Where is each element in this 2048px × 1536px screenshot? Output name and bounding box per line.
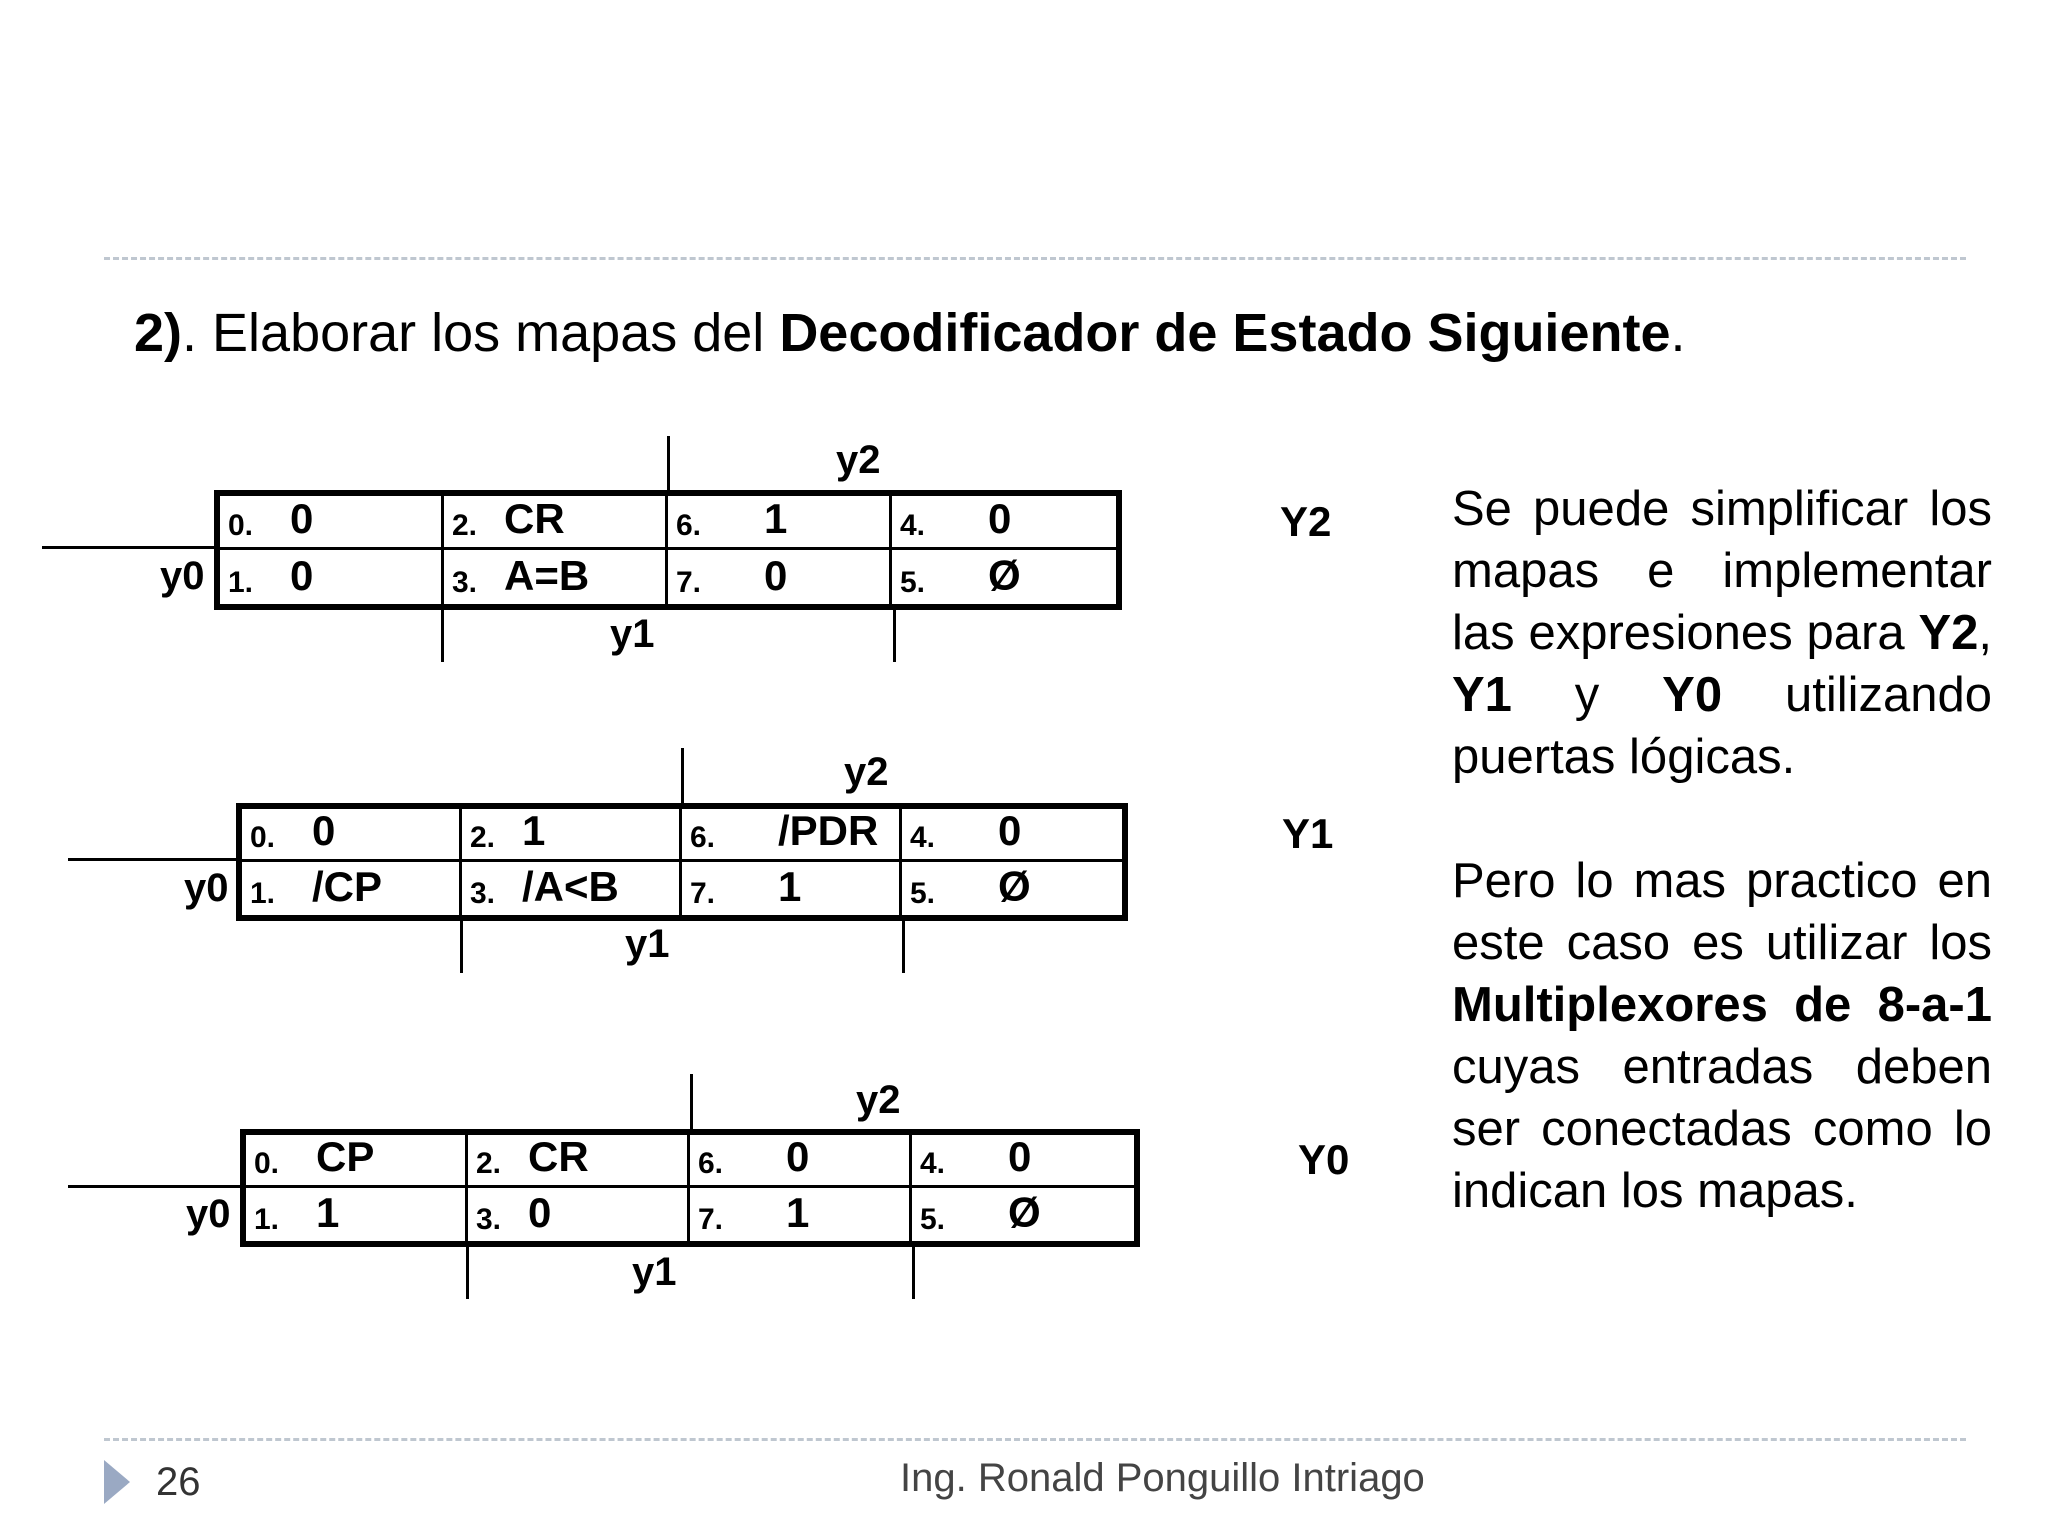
- cell-value: 1: [522, 809, 546, 854]
- cell-index: 4.: [910, 821, 936, 854]
- map-name: Y0: [1298, 1136, 1350, 1183]
- kmap-cell: [690, 1188, 912, 1241]
- cell-index: 0.: [254, 1147, 280, 1180]
- kmap-grid: [214, 490, 1122, 610]
- bottom-var-label: y1: [610, 612, 655, 656]
- cell-value: 0: [764, 552, 788, 599]
- cell-value: Ø: [988, 552, 1021, 599]
- cell-value: 1: [316, 1189, 340, 1236]
- cell-index: 6.: [698, 1147, 724, 1180]
- bottom-var-line-right: [893, 608, 896, 662]
- kmap-cell: [242, 809, 462, 862]
- kmap-cell: [444, 550, 668, 604]
- cell-value: /CP: [312, 863, 383, 910]
- cell-index: 1.: [250, 877, 276, 910]
- p1-tail: utilizando puertas lógicas.: [1452, 668, 1992, 784]
- col-var-line: [667, 436, 670, 494]
- cell-index: 4.: [900, 509, 926, 542]
- page-number: 26: [156, 1460, 201, 1504]
- kmap-cell: [902, 862, 1122, 915]
- kmap-grid: [236, 803, 1128, 921]
- cell-value: /A<B: [522, 863, 619, 910]
- side-paragraph-1: [1452, 478, 1992, 788]
- cell-index: 5.: [910, 877, 936, 910]
- kmap-cell: [220, 550, 444, 604]
- kmap-cell: [462, 862, 682, 915]
- cell-value: 1: [778, 863, 802, 910]
- col-var-label: y2: [856, 1078, 901, 1122]
- kmap-cell: [912, 1135, 1134, 1188]
- cell-index: 0.: [250, 821, 276, 854]
- heading-number: 2): [134, 303, 183, 363]
- cell-index: 4.: [920, 1147, 946, 1180]
- cell-value: 0: [290, 496, 314, 542]
- p1-and: y: [1511, 668, 1663, 722]
- top-divider: [104, 257, 1966, 260]
- row-var-line: [68, 1185, 242, 1188]
- p2-tail: cuyas entradas deben ser conectadas como lo indican los mapas.: [1452, 1040, 1992, 1218]
- cell-index: 0.: [228, 509, 254, 542]
- cell-value: 0: [290, 552, 314, 599]
- bottom-var-line-left: [460, 919, 463, 973]
- cell-index: 7.: [698, 1203, 724, 1236]
- bottom-var-line-left: [466, 1245, 469, 1299]
- cell-index: 2.: [476, 1147, 502, 1180]
- cell-value: 0: [312, 809, 336, 854]
- side-explanation: [1452, 478, 1992, 1222]
- p2-bold: Multiplexores de 8-a-1: [1452, 978, 1992, 1032]
- cell-value: 0: [528, 1189, 552, 1236]
- kmap-cell: [468, 1188, 690, 1241]
- col-var-label: y2: [844, 750, 889, 794]
- cell-value: Ø: [998, 863, 1031, 910]
- cell-index: 2.: [452, 509, 478, 542]
- col-var-line: [681, 748, 684, 806]
- bottom-var-line-right: [912, 1245, 915, 1299]
- row-var-label: y0: [186, 1192, 231, 1236]
- bottom-var-line-right: [902, 919, 905, 973]
- kmap-cell: [246, 1188, 468, 1241]
- cell-value: /PDR: [778, 809, 879, 854]
- col-var-line: [690, 1074, 693, 1132]
- cell-index: 3.: [470, 877, 496, 910]
- heading-end: .: [1670, 303, 1686, 363]
- heading-bold: Decodificador de Estado Siguiente: [779, 303, 1671, 363]
- cell-index: 3.: [476, 1203, 502, 1236]
- cell-index: 2.: [470, 821, 496, 854]
- p1-sep: ,: [1978, 606, 1992, 660]
- triangle-marker-icon: [104, 1460, 130, 1504]
- kmap-cell: [912, 1188, 1134, 1241]
- map-name: Y1: [1282, 810, 1334, 857]
- p2-text: Pero lo mas practico en este caso es utilizar los: [1452, 854, 1992, 970]
- kmap-cell: [682, 809, 902, 862]
- row-var-label: y0: [184, 866, 229, 910]
- p1-bold-y1: Y1: [1452, 668, 1512, 722]
- cell-index: 6.: [690, 821, 716, 854]
- kmap-cell: [246, 1135, 468, 1188]
- col-var-label: y2: [836, 438, 881, 482]
- p1-text: Se puede simplificar los mapas e implementar las expresiones para: [1452, 482, 1992, 660]
- kmap-cell: [892, 496, 1116, 550]
- bottom-var-label: y1: [632, 1250, 677, 1294]
- kmap-cell: [462, 809, 682, 862]
- kmap-cell: [242, 862, 462, 915]
- cell-value: 1: [786, 1189, 810, 1236]
- cell-index: 3.: [452, 566, 478, 599]
- cell-value: CR: [528, 1135, 589, 1180]
- kmap-cell: [444, 496, 668, 550]
- kmap-cell: [468, 1135, 690, 1188]
- row-var-line: [68, 858, 238, 861]
- p1-bold-y0: Y0: [1662, 668, 1723, 722]
- map-name: Y2: [1280, 498, 1332, 545]
- cell-index: 7.: [676, 566, 702, 599]
- kmap-cell: [892, 550, 1116, 604]
- footer-author: Ing. Ronald Ponguillo Intriago: [900, 1456, 1425, 1500]
- kmap-cell: [668, 496, 892, 550]
- cell-value: CP: [316, 1135, 375, 1180]
- cell-index: 5.: [900, 566, 926, 599]
- row-var-label: y0: [160, 554, 205, 598]
- kmap-cell: [902, 809, 1122, 862]
- slide-heading: [134, 302, 1686, 364]
- cell-index: 5.: [920, 1203, 946, 1236]
- kmap-cell: [682, 862, 902, 915]
- cell-value: 0: [786, 1135, 810, 1180]
- side-paragraph-2: [1452, 850, 1992, 1222]
- cell-value: 0: [988, 496, 1012, 542]
- kmap-grid: [240, 1129, 1140, 1247]
- cell-value: CR: [504, 496, 565, 542]
- bottom-var-label: y1: [625, 922, 670, 966]
- cell-value: Ø: [1008, 1189, 1041, 1236]
- bottom-divider: [104, 1438, 1966, 1441]
- kmap-cell: [220, 496, 444, 550]
- p1-bold-y2: Y2: [1918, 606, 1979, 660]
- cell-value: 0: [998, 809, 1022, 854]
- cell-index: 1.: [254, 1203, 280, 1236]
- cell-index: 1.: [228, 566, 254, 599]
- cell-value: 0: [1008, 1135, 1032, 1180]
- kmap-cell: [668, 550, 892, 604]
- cell-value: A=B: [504, 552, 590, 599]
- cell-index: 7.: [690, 877, 716, 910]
- bottom-var-line-left: [441, 608, 444, 662]
- cell-value: 1: [764, 496, 788, 542]
- heading-text: . Elaborar los mapas del: [182, 303, 780, 363]
- row-var-line: [42, 546, 216, 549]
- cell-index: 6.: [676, 509, 702, 542]
- kmap-cell: [690, 1135, 912, 1188]
